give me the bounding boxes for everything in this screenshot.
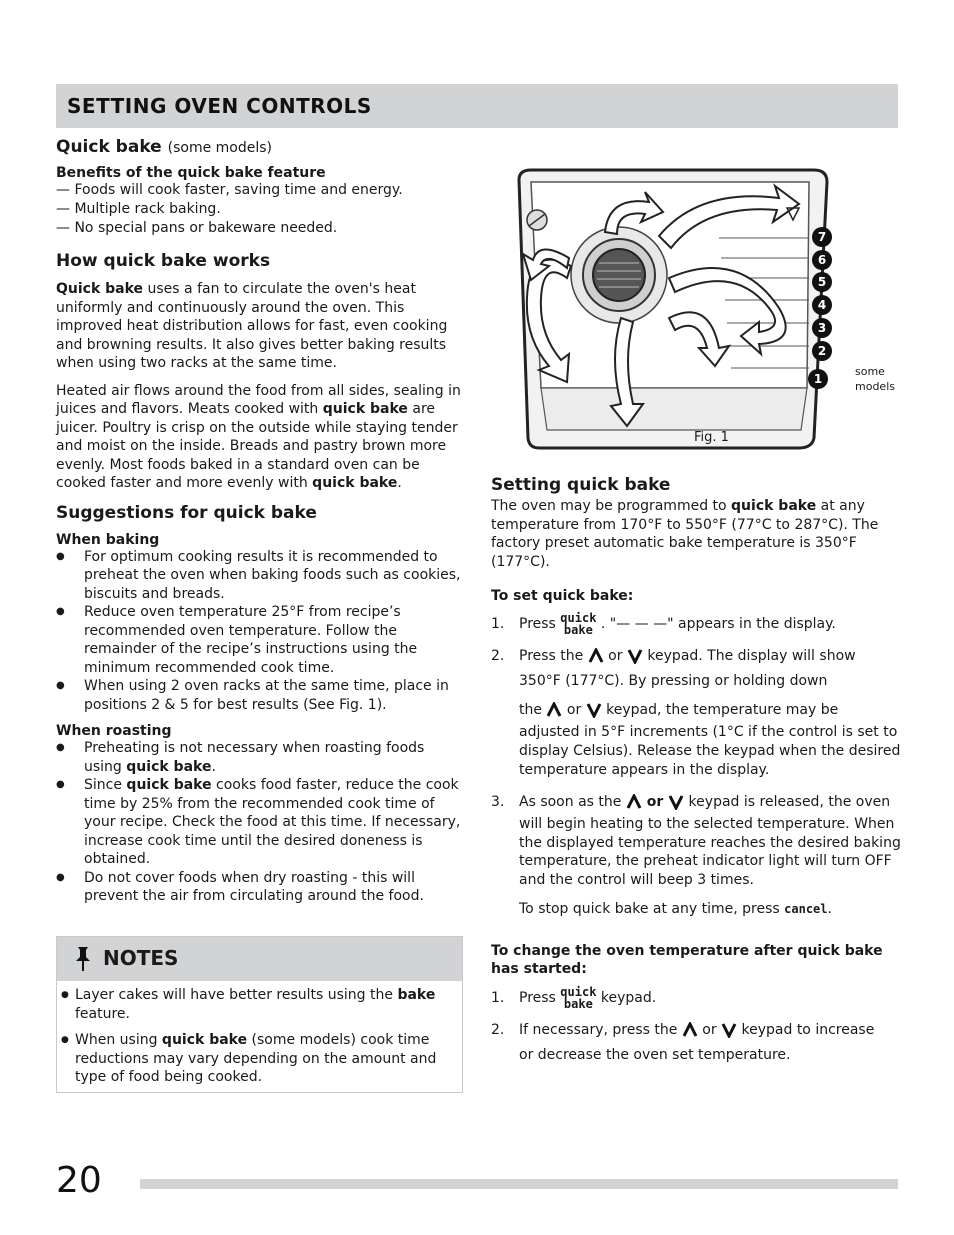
change-temp-heading: To change the oven temperature after quick bake has started: xyxy=(491,943,883,977)
up-arrow-icon xyxy=(546,702,562,718)
section-title: SETTING OVEN CONTROLS xyxy=(67,94,372,118)
rack-position-6: 6 xyxy=(812,250,832,270)
up-arrow-icon xyxy=(588,648,604,664)
benefit-item: — No special pans or bakeware needed. xyxy=(56,220,338,236)
up-arrow-icon xyxy=(626,794,642,810)
step-3: 3. As soon as the or keypad is released, the oven will begin heating to the selected temperature. When the displayed temperature reaches the desired baking temperature, the preheat indicator light will turn OFF and the control will beep 3 times. To stop quick bake at any time, press cancel. xyxy=(491,794,901,917)
list-item: ● Preheating is not necessary when roasting foods using quick bake. xyxy=(56,739,466,776)
when-roasting-heading: When roasting xyxy=(56,723,172,739)
benefit-item: — Multiple rack baking. xyxy=(56,201,221,217)
page-number: 20 xyxy=(56,1160,102,1201)
when-baking-heading: When baking xyxy=(56,531,160,548)
list-item: ● Since quick bake cooks food faster, reduce the cook time by 25% from the recommended cook time of your recipe. Check the food at this time. If necessary, increase cook time until the desired doneness is obtained. xyxy=(56,776,466,869)
notes-body xyxy=(57,981,462,1087)
rack-position-5: 5 xyxy=(812,272,832,292)
how-works-paragraph-2: Heated air flows around the food from all sides, sealing in juices and flavors. Meats cooked with quick bake are juicer. Poultry is crisp on the outside while staying tender and moist on the inside. Breads and pastry brown more evenly. Most foods baked in a standard oven can be cooked faster and more evenly with quick bake. xyxy=(56,382,461,491)
to-set-heading: To set quick bake: xyxy=(491,588,634,604)
roasting-list xyxy=(56,739,466,906)
note-item: ● When using quick bake (some models) cook time reductions may vary depending on the amount and type of food being cooked. xyxy=(61,1032,437,1085)
change-step-2: 2. If necessary, press the or keypad to increase or decrease the oven set temperature. xyxy=(491,1022,875,1063)
list-item: ● Reduce oven temperature 25°F from recipe’s recommended oven temperature. Follow the remainder of the recipe’s instructions using the minimum recommended cook time. xyxy=(56,603,466,677)
rack-position-7: 7 xyxy=(812,227,832,247)
quick-bake-heading xyxy=(56,137,466,157)
setting-intro: The oven may be programmed to quick bake at any temperature from 170°F to 550°F (77°C to 287°C). The factory preset automatic bake temperature is 350°F (177°C). xyxy=(491,498,879,570)
figure-caption: Fig. 1 xyxy=(694,430,729,445)
left-column xyxy=(56,137,466,906)
right-column xyxy=(491,475,901,1068)
quick-bake-key: quick bake xyxy=(560,611,597,637)
rack-position-4: 4 xyxy=(812,295,832,315)
note-item: ● Layer cakes will have better results using the bake feature. xyxy=(61,987,436,1022)
list-item: ● Do not cover foods when dry roasting - this will prevent the air from circulating around the food. xyxy=(56,869,466,906)
down-arrow-icon xyxy=(586,702,602,718)
notes-title: NOTES xyxy=(103,946,179,970)
benefits-heading: Benefits of the quick bake feature xyxy=(56,165,326,181)
section-header-bar xyxy=(56,84,898,128)
baking-list xyxy=(56,548,466,715)
setting-quick-bake-heading: Setting quick bake xyxy=(491,475,671,495)
pushpin-icon xyxy=(72,945,94,973)
some-models-note: some models xyxy=(855,365,895,393)
benefit-item: — Foods will cook faster, saving time and energy. xyxy=(56,182,403,198)
cancel-key: cancel xyxy=(784,902,828,916)
down-arrow-icon xyxy=(627,648,643,664)
benefits-list xyxy=(56,181,466,238)
how-works-heading: How quick bake works xyxy=(56,251,271,271)
suggestions-heading: Suggestions for quick bake xyxy=(56,502,317,523)
oven-airflow-illustration xyxy=(509,168,829,450)
notes-header xyxy=(57,937,462,981)
rack-position-1: 1 xyxy=(808,369,828,389)
quick-bake-title: Quick bake xyxy=(56,137,162,157)
quick-bake-key: quick bake xyxy=(560,985,597,1011)
down-arrow-icon xyxy=(721,1022,737,1038)
rack-position-3: 3 xyxy=(812,318,832,338)
footer-bar xyxy=(140,1179,898,1189)
list-item: ● For optimum cooking results it is recommended to preheat the oven when baking foods such as cookies, biscuits and breads. xyxy=(56,548,466,604)
list-item: ● When using 2 oven racks at the same time, place in positions 2 & 5 for best results (See Fig. 1). xyxy=(56,677,466,714)
how-works-paragraph-1: Quick bake uses a fan to circulate the oven's heat uniformly and continuously around the oven. This improved heat distribution allows for fast, even cooking and browning results. It also gives better baking results when using two racks at the same time. xyxy=(56,281,448,371)
down-arrow-icon xyxy=(668,794,684,810)
change-step-1: 1. Press quick bake keypad. xyxy=(491,985,657,1011)
quick-bake-title-note: (some models) xyxy=(167,140,272,156)
step-2: 2. Press the or keypad. The display will show 350°F (177°C). By pressing or holding down the or keypad, the temperature may be adjusted in 5°F increments (1°C if the control is set to display Celsius). Release the keypad when the desired temperature appears in the display. xyxy=(491,648,901,778)
notes-box xyxy=(56,936,463,1093)
step-1: 1. Press quick bake . "— — —" appears in the display. xyxy=(491,611,836,637)
up-arrow-icon xyxy=(682,1022,698,1038)
rack-position-2: 2 xyxy=(812,341,832,361)
